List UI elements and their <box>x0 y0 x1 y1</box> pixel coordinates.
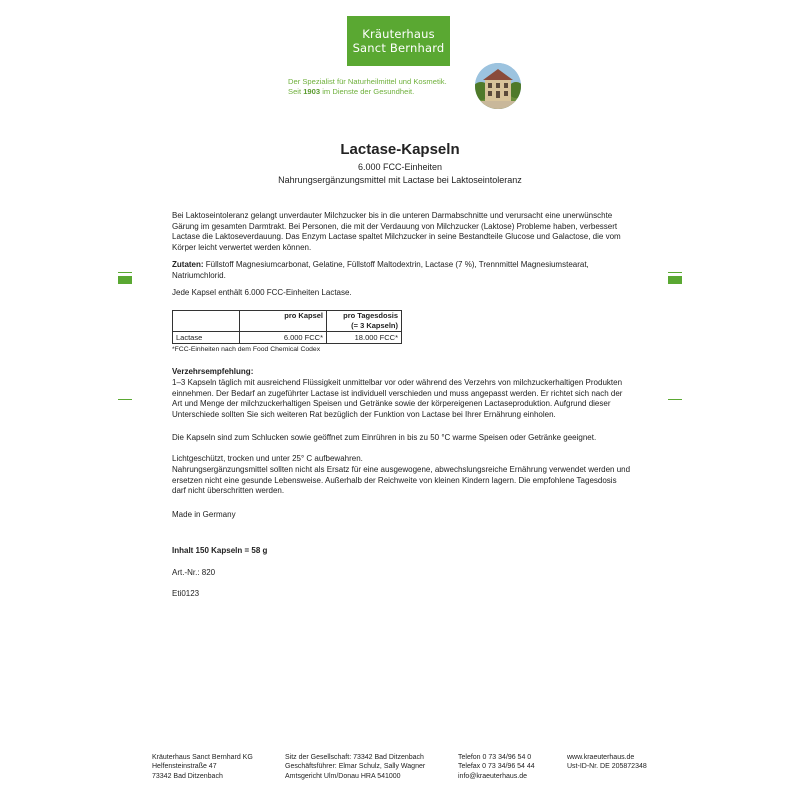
origin-note: Made in Germany <box>172 510 236 519</box>
footer-email-link[interactable]: info@kraeuterhaus.de <box>458 772 527 780</box>
ingredients-paragraph <box>172 260 632 281</box>
capsule-note: Jede Kapsel enthält 6.000 FCC-Einheiten Lactase. <box>172 288 352 297</box>
tagline-line2: Seit 1903 im Dienste der Gesundheit. <box>288 87 415 96</box>
footer-contact: Telefon 0 73 34/96 54 0 Telefax 0 73 34/96 54 44 info@kraeuterhaus.de <box>458 754 535 780</box>
product-subtitle-1: 6.000 FCC-Einheiten <box>357 162 443 172</box>
storage-line: Lichtgeschützt, trocken und unter 25° C aufbewahren. <box>172 454 363 463</box>
table-row-label: Lactase <box>173 332 240 344</box>
table-row <box>173 332 402 344</box>
table-cell-per-capsule: 6.000 FCC* <box>240 332 327 344</box>
building-photo <box>475 63 521 109</box>
product-title: Lactase-Kapseln <box>340 141 460 158</box>
margin-mark-left-top <box>118 272 132 273</box>
table-cell-per-dose: 18.000 FCC* <box>327 332 402 344</box>
footer-company-info: Sitz der Gesellschaft: 73342 Bad Ditzenbach Geschäftsführer: Elmar Schulz, Sally Wagner Amtsgericht Ulm/Donau HRA 541000 <box>285 754 426 780</box>
margin-mark-right-top <box>668 272 682 273</box>
table-header-per-dose: pro Tagesdosis (= 3 Kapseln) <box>327 311 402 332</box>
swallow-note: Die Kapseln sind zum Schlucken sowie geöffnet zum Einrühren in bis zu 50 °C warme Speisen oder Getränke geeignet. <box>172 433 597 442</box>
table-header-empty <box>173 311 240 332</box>
tagline-line1: Der Spezialist für Naturheilmittel und Kosmetik. <box>288 77 447 86</box>
logo-line1: Kräuterhaus <box>362 27 435 41</box>
contents-note: Inhalt 150 Kapseln = 58 g <box>172 546 268 555</box>
usage-paragraph: 1–3 Kapseln täglich mit ausreichend Flüssigkeit unmittelbar vor oder während des Verzehrs von milchzuckerhaltigen Produkten einnehmen. Der Bedarf an zugeführter Lactase ist individuell verschieden und muss angepasst werden. Er richtet sich nach der Art und Menge der milchzuckerhaltigen Speisen und Getränke sowie der körpereigenen Lactaseproduktion. Aufgrund dieser Unterschiede sollten Sie sich weiteren Rat bezüglich der Funktion von Lactase bei Ihrer Ernährung einholen. <box>172 378 623 419</box>
company-logo <box>347 16 450 66</box>
nutrition-table <box>172 310 402 344</box>
product-subtitle-2: Nahrungsergänzungsmittel mit Lactase bei Laktoseintoleranz <box>278 175 522 185</box>
eti-code: Eti0123 <box>172 589 200 598</box>
footer-website-link[interactable]: www.kraeuterhaus.de <box>567 754 635 761</box>
storage-paragraph: Nahrungsergänzungsmittel sollten nicht als Ersatz für eine ausgewogene, abwechslungsreiche Ernährung verwendet werden und ersetzen nicht eine gesunde Lebensweise. Außerhalb der Reichweite von kleinen Kindern lagern. Die empfohlene Tagesdosis darf nicht überschritten werden. <box>172 465 631 496</box>
margin-mark-right-bottom <box>668 399 682 400</box>
margin-mark-right-block <box>668 276 682 284</box>
footer-address: Kräuterhaus Sanct Bernhard KG Helfensteinstraße 47 73342 Bad Ditzenbach <box>152 754 253 780</box>
ingredients-text: Füllstoff Magnesiumcarbonat, Gelatine, Füllstoff Maltodextrin, Lactase (7 %), Trennmittel Magnesiumstearat, Natriumchlorid. <box>172 260 589 280</box>
table-footnote: *FCC-Einheiten nach dem Food Chemical Codex <box>172 346 321 353</box>
ingredients-label: Zutaten: <box>172 260 204 269</box>
margin-mark-left-bottom <box>118 399 132 400</box>
intro-paragraph: Bei Laktoseintoleranz gelangt unverdauter Milchzucker bis in die unteren Darmabschnitte und verursacht eine unerwünschte Gärung im gesamten Darmtrakt. Bei Personen, die mit der Verdauung von Milchzucker (Laktose) Probleme haben, verbessert Lactase die Laktoseverdauung. Das Enzym Lactase spaltet Milchzucker in seine Bestandteile Glucose und Galactose, die vom Körper leicht verwertet werden können. <box>172 211 621 252</box>
table-header-per-capsule: pro Kapsel <box>240 311 327 332</box>
usage-heading: Verzehrsempfehlung: <box>172 367 254 376</box>
margin-mark-left-block <box>118 276 132 284</box>
company-tagline <box>288 77 473 97</box>
footer-web: www.kraeuterhaus.de Ust-ID-Nr. DE 205872348 <box>567 754 647 771</box>
logo-line2: Sanct Bernhard <box>352 41 445 55</box>
article-number: Art.-Nr.: 820 <box>172 568 216 577</box>
